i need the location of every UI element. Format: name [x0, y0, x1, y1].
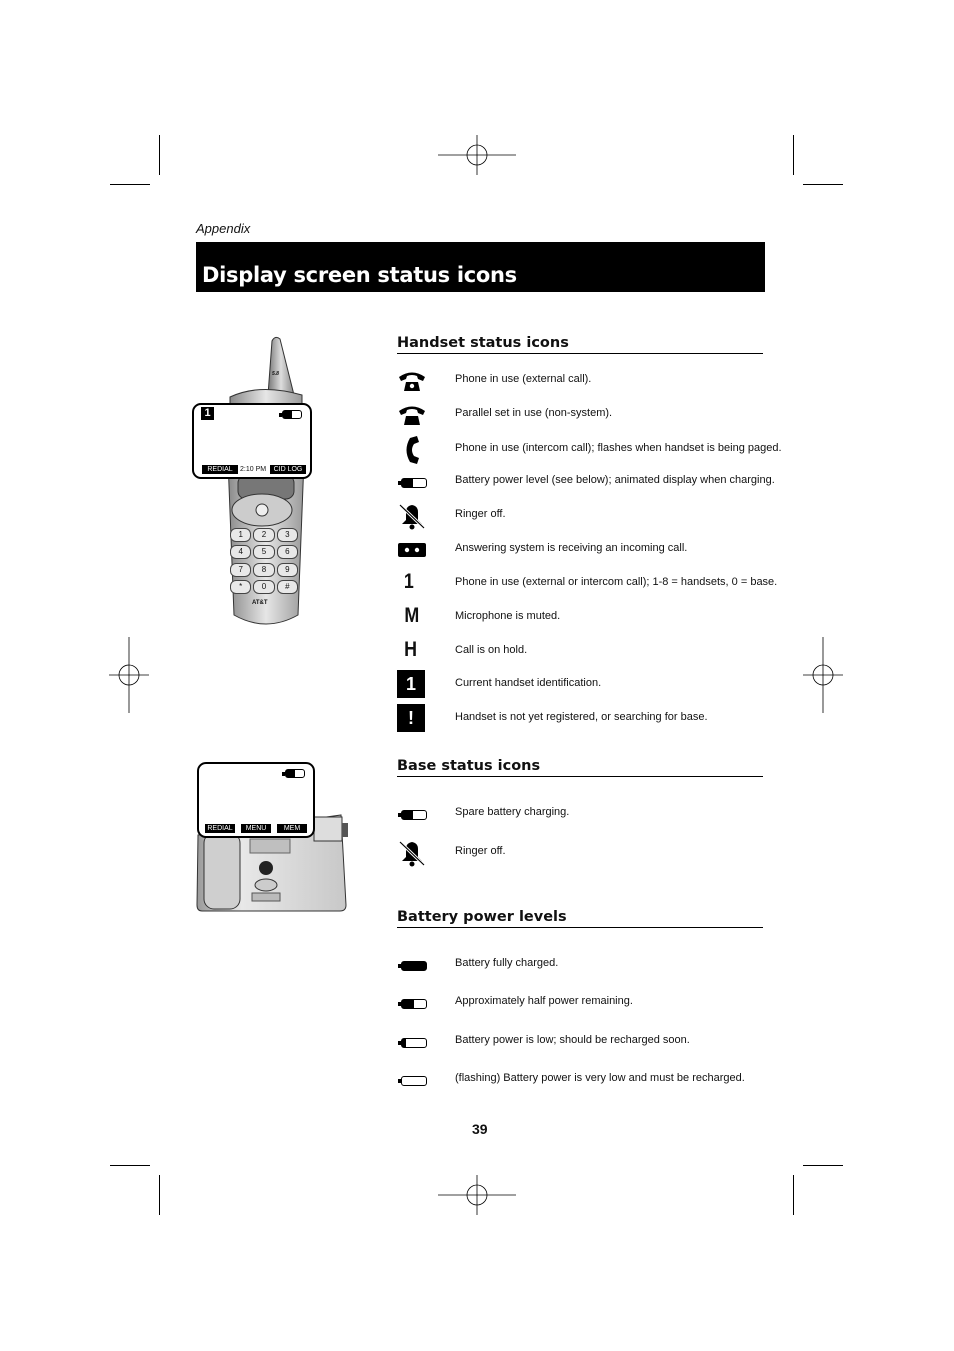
page-number: 39 [472, 1121, 488, 1137]
keypad-key[interactable]: # [277, 580, 298, 594]
ringer-off-icon [397, 502, 427, 530]
battery-icon [282, 410, 302, 419]
crop-mark [159, 1175, 160, 1215]
keypad-key[interactable]: 0 [253, 580, 274, 594]
softkey-redial[interactable]: REDIAL [205, 824, 235, 833]
crop-mark [803, 1165, 843, 1166]
ringer-off-icon [397, 839, 427, 867]
crop-mark [110, 1165, 150, 1166]
status-row-mute [397, 604, 763, 632]
registration-mark [438, 1175, 516, 1215]
status-description: Parallel set in use (non-system). [455, 407, 613, 419]
status-row-ringer-off [397, 502, 763, 530]
mute-icon: M [404, 604, 420, 627]
battery-level-row [397, 951, 763, 979]
base-screen [197, 762, 315, 838]
registration-mark [109, 637, 149, 713]
brand-logo: AT&T [252, 600, 268, 606]
status-row-phone-parallel [397, 401, 763, 429]
status-description: Spare battery charging. [455, 806, 570, 818]
softkey-redial[interactable]: REDIAL [202, 465, 238, 474]
status-description: Battery fully charged. [455, 957, 559, 969]
title-bar [196, 242, 765, 292]
status-description: Handset is not yet registered, or searching for base. [455, 711, 708, 723]
crop-mark [793, 135, 794, 175]
handset-id-icon: 1 [397, 670, 425, 698]
antenna-label: 5.8 [272, 371, 279, 377]
phone-parallel-icon [397, 401, 427, 429]
battery-full-icon [401, 961, 427, 971]
section-label: Appendix [196, 221, 251, 236]
handset-screen [192, 403, 312, 479]
battery-level-row [397, 989, 763, 1017]
crop-mark [793, 1175, 794, 1215]
handset-illustration [190, 335, 320, 630]
crop-mark [110, 184, 150, 185]
keypad-key[interactable]: 4 [230, 545, 251, 559]
base-status-heading: Base status icons [397, 758, 763, 777]
registration-mark [438, 135, 516, 175]
page-title: Display screen status icons [202, 263, 517, 287]
status-description: Ringer off. [455, 845, 506, 857]
status-row-phone-intercom [397, 434, 782, 466]
status-description: Phone in use (external or intercom call); 1-8 = handsets, 0 = base. [455, 576, 778, 588]
battery-levels-heading: Battery power levels [397, 909, 763, 928]
status-description: Current handset identification. [455, 677, 602, 689]
status-description: Answering system is receiving an incoming call. [455, 542, 688, 554]
battery-empty-icon [401, 1076, 427, 1086]
clock-display: 2:10 PM [240, 466, 267, 473]
keypad-key[interactable]: 6 [277, 545, 298, 559]
battery-half-icon [401, 999, 427, 1009]
softkey-cid-log[interactable]: CID LOG [270, 465, 306, 474]
line-number-icon: 1 [403, 570, 414, 593]
status-description: Microphone is muted. [455, 610, 561, 622]
battery-level-row [397, 1028, 763, 1056]
not-registered-icon: ! [397, 704, 425, 732]
keypad-key[interactable]: 1 [230, 528, 251, 542]
battery-icon [285, 769, 305, 778]
status-row-answering-system [397, 536, 763, 564]
status-description: Call is on hold. [455, 644, 528, 656]
keypad-key[interactable]: 9 [277, 563, 298, 577]
keypad-key[interactable]: * [230, 580, 251, 594]
status-description: Phone in use (intercom call); flashes when handset is being paged. [455, 442, 782, 454]
crop-mark [159, 135, 160, 175]
status-row-phone-external [397, 367, 763, 395]
phone-intercom-icon [397, 434, 427, 466]
keypad-key[interactable]: 5 [253, 545, 274, 559]
softkey-mem[interactable]: MEM [277, 824, 307, 833]
status-description: Approximately half power remaining. [455, 995, 633, 1007]
registration-mark [803, 637, 843, 713]
status-description: Phone in use (external call). [455, 373, 592, 385]
status-row-spare-battery [397, 800, 763, 828]
status-row-handset-id [397, 670, 763, 698]
status-description: Ringer off. [455, 508, 506, 520]
status-row-line-number [397, 570, 778, 598]
keypad-key[interactable]: 3 [277, 528, 298, 542]
hold-icon: H [404, 638, 418, 661]
status-row-not-registered [397, 704, 763, 732]
battery-icon [401, 478, 427, 488]
handset-status-heading: Handset status icons [397, 335, 763, 354]
keypad-key[interactable]: 2 [253, 528, 274, 542]
status-description: Battery power is low; should be recharged soon. [455, 1034, 690, 1046]
keypad-key[interactable]: 8 [253, 563, 274, 577]
status-row-hold [397, 638, 763, 666]
status-description: Battery power level (see below); animated display when charging. [455, 474, 775, 486]
battery-low-icon [401, 1038, 427, 1048]
handset-keypad [230, 528, 298, 594]
softkey-menu[interactable]: MENU [241, 824, 271, 833]
battery-icon [401, 810, 427, 820]
handset-id-indicator: 1 [201, 407, 214, 420]
answering-system-icon [397, 536, 427, 564]
status-description: (flashing) Battery power is very low and must be recharged. [455, 1072, 745, 1084]
keypad-key[interactable]: 7 [230, 563, 251, 577]
status-row-ringer-off [397, 839, 763, 867]
status-row-battery [397, 468, 775, 496]
battery-level-row [397, 1066, 763, 1094]
crop-mark [803, 184, 843, 185]
phone-external-icon [397, 367, 427, 395]
